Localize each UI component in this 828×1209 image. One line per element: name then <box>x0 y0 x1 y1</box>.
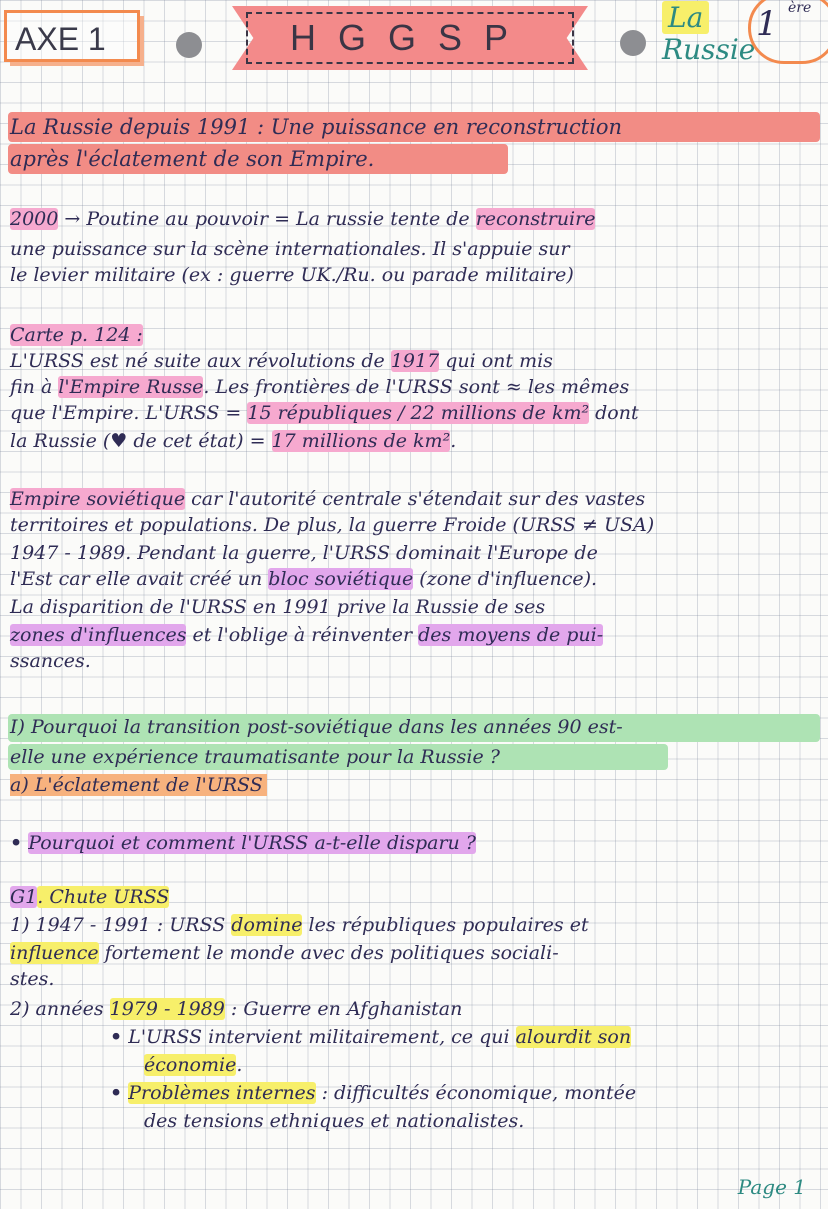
g1-title: . Chute URSS <box>37 886 170 908</box>
text: fin à <box>10 376 59 398</box>
para2-line4 <box>10 400 820 426</box>
dot-decoration <box>620 30 646 56</box>
g1-sub1 <box>110 1024 820 1050</box>
g1-sub2-cont: des tensions ethniques et nationalistes. <box>144 1110 525 1132</box>
page-title-cont: après l'éclatement de son Empire. <box>10 147 375 171</box>
keyword-highlight: 17 millions de km² <box>271 430 451 452</box>
section1-question-cont: elle une expérience traumatisante pour la Russie ? <box>10 746 500 768</box>
keyword-highlight: reconstruire <box>475 208 596 230</box>
keyword-highlight: 15 républiques / 22 millions de km² <box>247 402 590 424</box>
text: . Les frontières de l'URSS sont ≈ les mêmes <box>203 376 630 398</box>
text: . <box>450 430 457 452</box>
para2-line3 <box>10 374 820 400</box>
text: : Guerre en Afghanistan <box>224 998 463 1020</box>
bullet-icon: • <box>110 1026 123 1048</box>
g1-item1-cont <box>10 940 820 966</box>
text: 2) années <box>10 998 110 1020</box>
topic-line1: La <box>662 1 709 34</box>
para3-line1 <box>10 486 820 512</box>
g1-item1-end: stes. <box>10 968 55 990</box>
keyword-highlight: bloc soviétique <box>268 568 414 590</box>
text: 1) 1947 - 1991 : URSS <box>10 914 232 936</box>
map-reference: Carte p. 124 : <box>10 324 143 346</box>
para1-line1 <box>10 206 820 232</box>
g1-item2 <box>10 996 820 1022</box>
para3-line3: 1947 - 1989. Pendant la guerre, l'URSS dominait l'Europe de <box>10 542 598 564</box>
keyword-highlight: domine <box>231 914 303 936</box>
text: qui ont mis <box>439 350 553 372</box>
text: (zone d'influence). <box>413 568 598 590</box>
text: dont <box>589 402 639 424</box>
para3-line5: La disparition de l'URSS en 1991 prive la Russie de ses <box>10 596 546 618</box>
bullet-icon: • <box>10 832 23 854</box>
text: fortement le monde avec des politiques sociali- <box>98 942 559 964</box>
year-highlight: 1917 <box>390 350 440 372</box>
keyword-highlight: zones d'influences <box>10 624 187 646</box>
g1-label: G1 <box>10 886 38 908</box>
year-highlight: 1979 - 1989 <box>109 998 225 1020</box>
keyword-highlight: alourdit son <box>515 1026 632 1048</box>
text: et l'oblige à réinventer <box>186 624 419 646</box>
keyword-highlight: Empire soviétique <box>10 488 186 510</box>
text: car l'autorité centrale s'étendait sur des vastes <box>185 488 646 510</box>
section1-subheading <box>10 772 820 798</box>
axis-label: AXE 1 <box>4 10 140 62</box>
text: → Poutine au pouvoir = La russie tente de <box>58 208 476 230</box>
text: : difficultés économique, montée <box>315 1082 637 1104</box>
bullet-question <box>10 830 820 856</box>
subject-title: HGGSP <box>246 12 574 64</box>
level-suffix: ère <box>788 0 812 16</box>
para2-line5 <box>10 428 820 454</box>
question-highlight: Pourquoi et comment l'URSS a-t-elle disparu ? <box>28 832 476 854</box>
para1-line2: une puissance sur la scène internationales. Il s'appuie sur <box>10 238 570 260</box>
para3-line4 <box>10 566 820 592</box>
page-number: Page 1 <box>737 1175 806 1199</box>
year-highlight: 2000 <box>10 208 59 230</box>
g1-heading <box>10 884 820 910</box>
text: L'URSS est né suite aux révolutions de <box>10 350 391 372</box>
section1-question: I) Pourquoi la transition post-soviétique dans les années 90 est- <box>10 716 623 738</box>
para1-line3: le levier militaire (ex : guerre UK./Ru. ou parade militaire) <box>10 264 574 286</box>
para2-heading <box>10 322 820 348</box>
dot-decoration <box>176 32 202 58</box>
topic-line2: Russie <box>662 33 756 66</box>
text: les républiques populaires et <box>302 914 589 936</box>
keyword-highlight: économie <box>144 1054 237 1076</box>
page-title: La Russie depuis 1991 : Une puissance en reconstruction <box>10 115 623 139</box>
text: que l'Empire. L'URSS = <box>10 402 248 424</box>
bullet-icon: • <box>110 1082 123 1104</box>
para3-line2: territoires et populations. De plus, la guerre Froide (URSS ≠ USA) <box>10 514 655 536</box>
para3-line7: ssances. <box>10 650 91 672</box>
keyword-highlight: des moyens de pui- <box>418 624 604 646</box>
keyword-highlight: influence <box>10 942 99 964</box>
subheading-highlight: a) L'éclatement de l'URSS <box>10 774 267 796</box>
text: la Russie (♥ de cet état) = <box>10 430 272 452</box>
para2-line2 <box>10 348 820 374</box>
keyword-highlight: l'Empire Russe <box>58 376 204 398</box>
text: L'URSS intervient militairement, ce qui <box>128 1026 516 1048</box>
g1-sub2 <box>110 1080 820 1106</box>
text: l'Est car elle avait créé un <box>10 568 269 590</box>
level-number: 1 <box>756 4 778 44</box>
g1-item1 <box>10 912 820 938</box>
keyword-highlight: Problèmes internes <box>128 1082 316 1104</box>
g1-sub1-cont <box>144 1052 820 1078</box>
para3-line6 <box>10 622 820 648</box>
text: . <box>236 1054 243 1076</box>
